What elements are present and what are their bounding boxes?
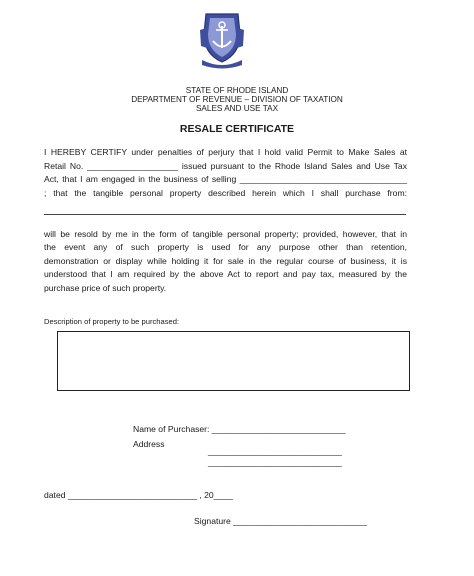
- description-box[interactable]: [57, 331, 410, 391]
- description-label: Description of property to be purchased:: [44, 317, 180, 326]
- resale-line-2: the event any of such property is used for any purpose other than retention,: [44, 242, 407, 252]
- address-label: Address: [133, 439, 165, 449]
- header-tax-type: SALES AND USE TAX: [195, 104, 279, 113]
- state-seal-icon: [196, 8, 248, 70]
- resale-line-1: will be resold by me in the form of tangible personal property; provided, however, that in: [44, 229, 407, 239]
- certify-line-3: Act, that I am engaged in the business of selling ___________________________________: [44, 174, 407, 184]
- certify-line-4: ; that the tangible personal property described herein which I shall purchase from:: [44, 188, 407, 198]
- certify-line-1: I HEREBY CERTIFY under penalties of perjury that I hold valid Permit to Make Sales at: [44, 147, 407, 157]
- address-line-2-field[interactable]: ____________________________: [208, 457, 342, 467]
- resale-line-4: understood that I am required by the above Act to report and pay tax, measured by the: [44, 269, 407, 279]
- signature-field[interactable]: Signature ____________________________: [194, 516, 367, 526]
- resale-line-3: demonstration or display while holding it for sale in the regular course of business, it is: [44, 256, 407, 266]
- header-department: DEPARTMENT OF REVENUE – DIVISION OF TAXATION: [131, 95, 343, 104]
- resale-line-5: purchase price of such property.: [44, 283, 167, 293]
- address-line-1-field[interactable]: ____________________________: [208, 446, 342, 456]
- header-state: STATE OF RHODE ISLAND: [185, 86, 289, 95]
- dated-field[interactable]: dated ___________________________ , 20____: [44, 490, 233, 500]
- certify-line-2: Retail No. ___________________ issued pursuant to the Rhode Island Sales and Use Tax: [44, 161, 407, 171]
- purchaser-name-field[interactable]: Name of Purchaser: ____________________________: [133, 424, 346, 434]
- seller-name-line[interactable]: [44, 214, 406, 215]
- page-title: RESALE CERTIFICATE: [179, 123, 295, 135]
